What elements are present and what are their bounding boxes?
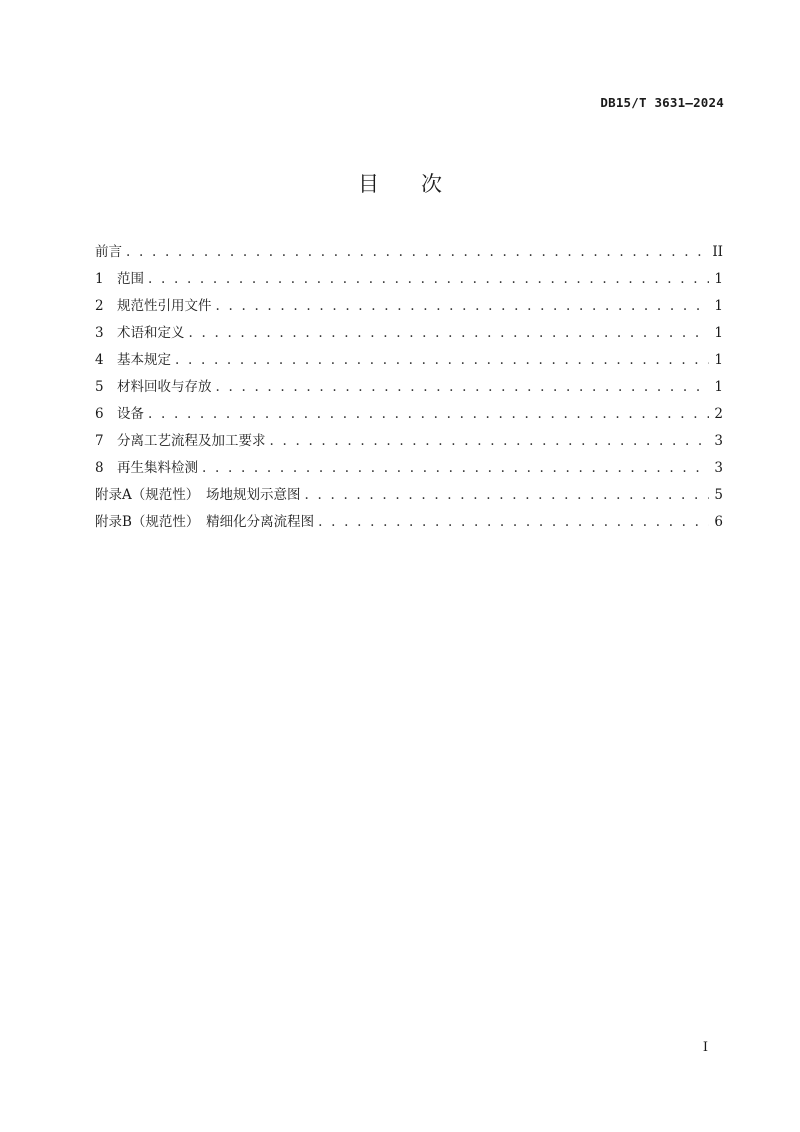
toc-entry-title: 再生集料检测 — [117, 460, 198, 476]
toc-leader-dots — [189, 323, 710, 343]
toc-leader-dots — [202, 458, 709, 478]
toc-entry-appendix-a[interactable] — [95, 485, 723, 512]
toc-leader-dots — [270, 431, 710, 451]
toc-leader-dots — [318, 512, 709, 532]
toc-entry-page: 6 — [714, 514, 723, 530]
toc-entry-page: 3 — [714, 433, 723, 449]
toc-entry-page: 3 — [714, 460, 723, 476]
toc-leader-dots — [148, 404, 709, 424]
toc-entry-title: 前言 — [95, 244, 122, 260]
toc-entry-page: 1 — [714, 352, 723, 368]
toc-entry-number: 2 — [95, 298, 104, 314]
toc-entry-title: 材料回收与存放 — [117, 379, 212, 395]
toc-entry-page: 1 — [714, 271, 723, 287]
page-number: I — [702, 1040, 708, 1055]
toc-entry-page: 1 — [714, 298, 723, 314]
table-of-contents — [95, 242, 723, 539]
toc-entry-separation-process[interactable] — [95, 431, 723, 458]
toc-entry-page: 5 — [714, 487, 723, 503]
toc-entry-title: 术语和定义 — [117, 325, 185, 341]
toc-entry-number: 5 — [95, 379, 104, 395]
toc-entry-title: 基本规定 — [117, 352, 171, 368]
toc-leader-dots — [305, 485, 710, 505]
toc-entry-title: 设备 — [117, 406, 144, 422]
toc-entry-number: 6 — [95, 406, 104, 422]
toc-entry-number: 1 — [95, 271, 104, 287]
toc-entry-title: 范围 — [117, 271, 144, 287]
toc-entry-recycled-aggregate-testing[interactable] — [95, 458, 723, 485]
toc-leader-dots — [148, 269, 709, 289]
toc-entry-appendix-b[interactable] — [95, 512, 723, 539]
toc-entry-page: 1 — [714, 325, 723, 341]
toc-entry-foreword[interactable] — [95, 242, 723, 269]
toc-entry-number: 7 — [95, 433, 104, 449]
toc-leader-dots — [216, 377, 710, 397]
toc-entry-page: 2 — [714, 406, 723, 422]
toc-entry-basic-provisions[interactable] — [95, 350, 723, 377]
toc-leader-dots — [216, 296, 710, 316]
toc-entry-scope[interactable] — [95, 269, 723, 296]
toc-entry-title: 附录B（规范性） 精细化分离流程图 — [95, 514, 315, 530]
toc-entry-title: 规范性引用文件 — [117, 298, 212, 314]
document-code: DB15/T 3631—2024 — [600, 95, 724, 110]
toc-entry-title: 分离工艺流程及加工要求 — [117, 433, 266, 449]
toc-entry-number: 8 — [95, 460, 104, 476]
page-title: 目次 — [358, 172, 484, 196]
toc-entry-title: 附录A（规范性） 场地规划示意图 — [95, 487, 301, 503]
toc-entry-page: II — [712, 244, 723, 260]
toc-entry-normative-references[interactable] — [95, 296, 723, 323]
toc-leader-dots — [126, 242, 708, 262]
toc-entry-number: 4 — [95, 352, 104, 368]
toc-leader-dots — [175, 350, 709, 370]
toc-entry-terms-definitions[interactable] — [95, 323, 723, 350]
toc-entry-material-recovery[interactable] — [95, 377, 723, 404]
toc-entry-equipment[interactable] — [95, 404, 723, 431]
toc-entry-number: 3 — [95, 325, 104, 341]
toc-entry-page: 1 — [714, 379, 723, 395]
